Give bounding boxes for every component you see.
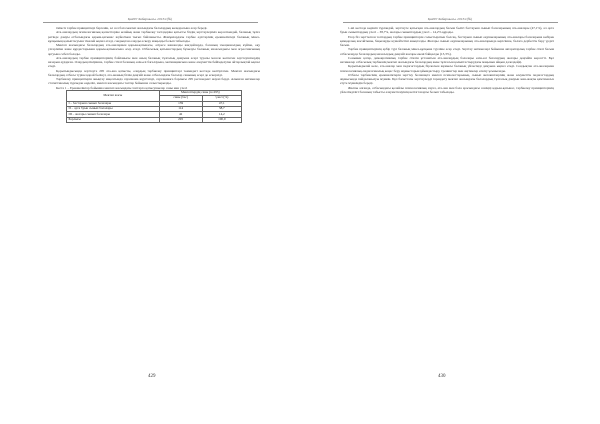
left-paragraph: Ата-аналардың психологиялық қасиеттеріне ылайық және тәрбиелеу тәсілдеріне қатысты біздің зерттеулеріміз көрсеткендей, баланың тұлға ретінде дамуы отбасындағы қарым-қатынас жүйесімен тығыз байланысты. Жанұялардағы тәрбие әдістерінің ерекшеліктері баланың мінез-құлқының қалыптасуына тікелей ықпал етеді, сондықтан оларды ескеру маңызды болып табылады. (48, 30, 260, 43)
table-caption: Кесте 1 – Ерекшеліктер бойынша мектеп жасындағы топтарға қатысушылар саны мен үлесі (56, 85, 188, 90)
right-paragraph: Тәрбие принциптерінің әрбір түрі баланың мінез-құлқына түрліше әсер етеді. Зерттеу нәтижелері бойынша авторитарлық тәрбие стилі басым отбасыларда балалардың мазасыздық деңгейі жоғары екені байқалды (13,3%). (340, 47, 554, 56)
table-header-school-age: Мектеп жасы (67, 90, 160, 101)
stats-table (66, 90, 242, 123)
right-paragraph: Сонымен қатар, демократиялық тәрбие стилін ұстанатын ата-аналардың балалары өзін-өзі бағалаудың жоғары деңгейін көрсетті. Бұл нәтижелер отбасылық тәрбиенің мектеп жасындағы балалардың жеке тұлғасын қалыптастырудағы маңызын айқын дәлелдейді. (340, 55, 554, 64)
table-cell-label: ІІ – орта буын сынып балалары (67, 106, 160, 111)
right-paragraph: 1-ші кестеде көрініп тұрғандай, зерттеуге қатысқан ата-аналардың басым бөлігі бастауыш сынып балаларының ата-аналары (47,1%), ал орта буын сыныптардың үлесі – 38,7%, жоғары сыныптардың үлесі – 14,2% құрады. (340, 26, 554, 35)
table-header-count: саны (бас) (159, 96, 202, 101)
left-page-number: 429 (148, 374, 156, 379)
right-paragraph: Егер біз зерттелген топтардың тәрбие принциптерін салыстыратын болсақ, бастауыш сынып оқушыларының ата-аналары балаларына көбірек қамқорлық жасайтыны, бақылауды күшейтетіні анықталды. Жоғары сынып оқушыларының ата-аналарында керісінше, балаға дербестік беру үрдісі басым. (340, 34, 554, 47)
table-cell-percent: 14,2 (202, 112, 241, 117)
left-paragraph: тиімсіз тәрбие принциптері бергенін, ал сол баға мектеп жасындағы балалардың көзқарасына әсер береді. (56, 26, 208, 30)
left-paragraph: Тәрбиелеу принциптерін анықтау мақсатында сауалнама жүргізілді, сауалнамаға барлығы 295 респондент жауап берді. Алынған нәтижелер статистикалық тұрғыдан өңделіп, мектеп жасындағы топтар бойынша салыстырылды. (48, 77, 260, 86)
table-cell-percent: 47,1 (202, 101, 241, 106)
right-running-head (300, 17, 600, 23)
left-running-head (0, 17, 300, 23)
right-running-head-text: ҚазҰУ Хабаршысы. 2013/1(№) (427, 17, 473, 21)
right-page (300, 0, 600, 424)
table-header-group: Мектептердің саны (n=295) (159, 90, 241, 95)
table-cell-count: 295 (159, 117, 202, 122)
table-cell-count: 114 (159, 106, 202, 111)
table-cell-label: ІІІ – жоғары сынып балалары (67, 112, 160, 117)
table-cell-count: 42 (159, 112, 202, 117)
right-header-rule (343, 22, 558, 23)
right-page-number: 430 (438, 374, 446, 379)
left-paragraph: Мектеп жасындағы балалардың ата-аналармен қарым-қатынасы, әсіресе жанжалды жағдайларда, баланың эмоционалдық күйіне, оқу үлгеріміне және құрдастарымен қарым-қатынасына әсер етеді. Отбасылық қатынастардың бұзылуы баланың мазасыздығы мен агрессиясының артуына себеп болады. (48, 43, 260, 56)
table-cell-count: 139 (159, 101, 202, 106)
table-cell-label: І – бастауыш сынып балалары (67, 101, 160, 106)
table-cell-percent: 100,0 (202, 117, 241, 122)
right-paragraph: Жалпы алғанда, отбасындағы қолайлы психологиялық ахуал, ата-ана мен бала арасындағы сенімді қарым-қатынас, тәрбиелеу принциптерінің үйлесімділігі баланың табысты әлеуметтенуінің негізгі шарты болып табылады. (340, 85, 554, 94)
right-text-block (340, 26, 554, 94)
table-cell-label: Барлығы (67, 117, 160, 122)
left-text-block (48, 26, 260, 123)
left-header-rule (43, 22, 258, 23)
table-cell-percent: 38,7 (202, 106, 241, 111)
left-paragraph: Қорытындысында зерттеуге 295 ата-ана қатысты, олардың тәрбиелеу принциптері төмендегі кестеде келтірілген. Мектеп жасындағы балалардың отбасы түріне қарай бөлінуі, ата-ананың білім деңгейі және отбасындағы балалар санының әсері де ескерілді. (48, 68, 260, 77)
left-paragraph: Ата-аналардың тәрбие принциптерінің байланысы мен оның баланың тұлғалық дамуына әсері туралы мәселе көптеген зерттеушілердің назарын аударған. Олардың пікірінше, тәрбие стилі баланың өзін-өзі бағалауына, мотивациясына және әлеуметтік бейімделуіне айтарлықтай ықпал етеді. (48, 55, 260, 69)
table-total-row (67, 117, 242, 122)
left-running-head-text: ҚазҰУ Хабаршысы. 2013/1(№) (127, 17, 173, 21)
table-header-percent: үлесі (%) (202, 96, 241, 101)
right-paragraph: Қорытындылай келе, ата-аналар мен педагогтардың бірлескен жұмысы баланың үйлесімді дамуына ықпал етеді. Сондықтан ата-аналармен психологиялық-педагогикалық кеңес беру жұмыстарын ұйымдастыру, тренингтер мен әңгімелер өткізу ұсынылады. (340, 64, 554, 73)
right-paragraph: Отбасы тәрбиесінің ерекшеліктерін зерттеу болашақта мектеп психологтарының, сынып жетекшілерінің және әлеуметтік педагогтардың жұмысында пайдаланылуы мүмкін. Бұл бағыттағы зерттеулерді тереңдету мектеп жасындағы балалардың тұлғалық дамуын жан-жақты қамтамасыз етуге мүмкіндік береді. (340, 72, 554, 86)
